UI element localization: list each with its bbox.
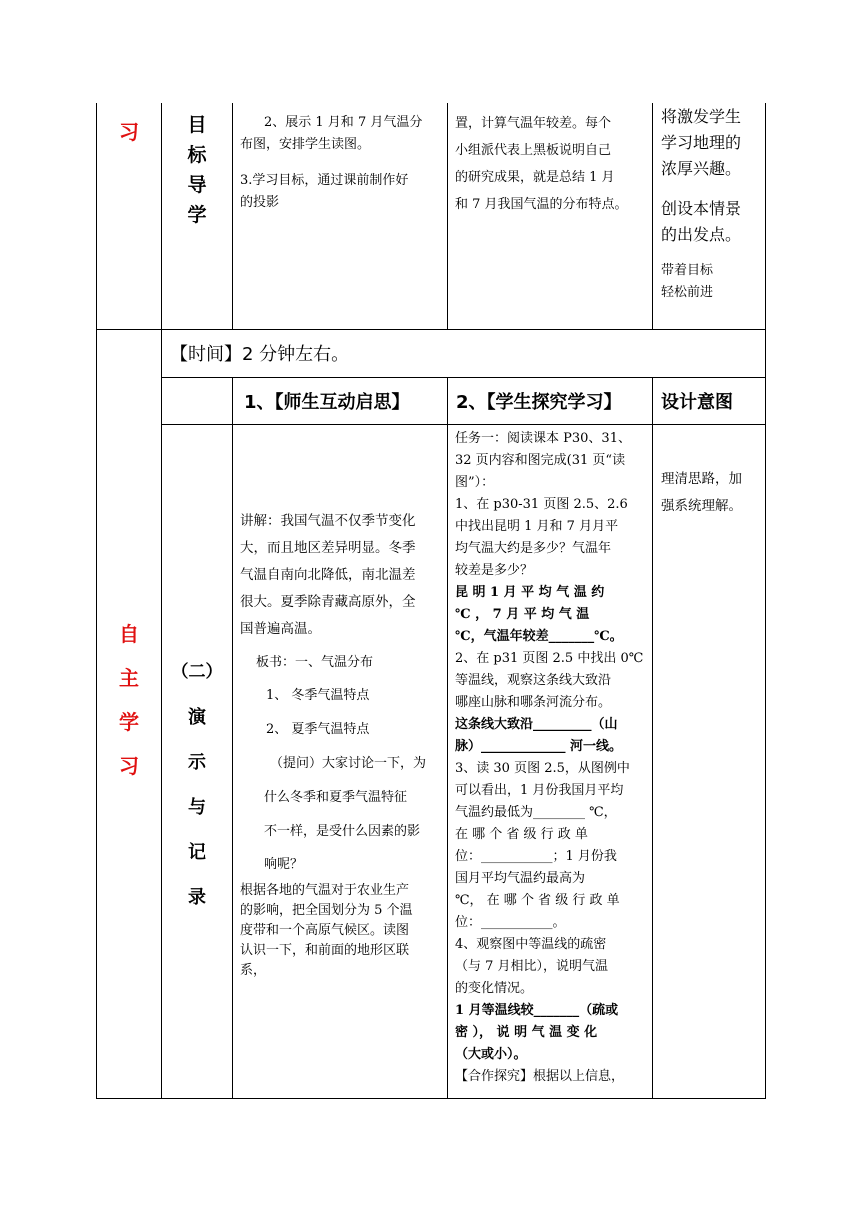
header-teacher: 1、【师生互动启思】 bbox=[244, 392, 410, 413]
table-border-col2 bbox=[232, 103, 233, 329]
text-line: 什么冬季和夏季气温特征 bbox=[264, 790, 408, 805]
text-line: 在 哪 个 省 级 行 政 单 bbox=[455, 827, 588, 842]
text-line: 国普遍高温。 bbox=[240, 621, 321, 637]
row1-side-label bbox=[97, 116, 161, 145]
text-line: 3.学习目标，通过课前制作好 bbox=[240, 173, 409, 188]
text-line: 1、 冬季气温特点 bbox=[266, 688, 370, 703]
text-line: ℃，气温年较差_______℃。 bbox=[455, 629, 623, 644]
text-line: 置，计算气温年较差。每个 bbox=[455, 116, 612, 131]
step-char: 录 bbox=[188, 887, 206, 908]
text-line: 气温约最低为________ ℃， bbox=[455, 805, 617, 820]
step-char: 目 bbox=[187, 114, 207, 136]
text-line: 1、在 p30-31 页图 2.5、2.6 bbox=[455, 497, 628, 512]
header-student: 2、【学生探究学习】 bbox=[456, 392, 622, 413]
step-char: 学 bbox=[187, 204, 207, 226]
row1-student-text bbox=[455, 110, 651, 218]
step-char: 记 bbox=[188, 842, 206, 863]
text-line: 国月平均气温约最高为 bbox=[455, 871, 586, 886]
intent-text bbox=[661, 466, 765, 520]
teacher-text bbox=[240, 508, 446, 981]
text-line: 讲解：我国气温不仅季节变化 bbox=[240, 513, 416, 529]
step-char: 演 bbox=[188, 707, 206, 728]
text-line: 大，而且地区差异明显。冬季 bbox=[240, 540, 416, 556]
text-line: 强系统理解。 bbox=[661, 498, 742, 514]
row1-step-label bbox=[162, 110, 232, 230]
table-border-col4 bbox=[652, 103, 653, 329]
table-line-row1 bbox=[96, 329, 766, 330]
table-border-col2b bbox=[232, 377, 233, 1099]
text-line: 浓厚兴趣。 bbox=[661, 159, 742, 178]
text-line: 密 ）， 说 明 气 温 变 化 bbox=[455, 1025, 598, 1040]
text-line: 根据各地的气温对于农业生产 bbox=[240, 883, 410, 898]
text-line: 32 页内容和图完成(31 页“读 bbox=[455, 453, 626, 468]
text-line: 哪座山脉和哪条河流分布。 bbox=[455, 695, 612, 710]
text-line: 的变化情况。 bbox=[455, 981, 534, 996]
text-line: 中找出昆明 1 月和 7 月月平 bbox=[455, 519, 619, 534]
table-line-header bbox=[161, 424, 766, 425]
text-line: 布图，安排学生读图。 bbox=[240, 137, 371, 152]
text-line: 轻松前进 bbox=[661, 285, 714, 300]
text-line: 【合作探究】根据以上信息， bbox=[455, 1069, 625, 1084]
text-line: 等温线，观察这条线大致沿 bbox=[455, 673, 612, 688]
table-border-col1 bbox=[161, 103, 162, 1099]
text-line: 的研究成果，就是总结 1 月 bbox=[455, 170, 615, 185]
table-border-col3b bbox=[447, 377, 448, 1099]
step-label-top: （二） bbox=[171, 662, 223, 682]
text-line: 3、读 30 页图 2.5，从图例中 bbox=[455, 761, 630, 776]
text-line: 学习地理的 bbox=[661, 133, 742, 152]
text-line: 1 月等温线较_______（疏或 bbox=[455, 1003, 619, 1018]
table-border-col4b bbox=[652, 377, 653, 1099]
text-line: 图”）： bbox=[455, 475, 495, 490]
side-char: 习 bbox=[119, 120, 139, 144]
text-line: （大或小）。 bbox=[455, 1047, 527, 1062]
text-line: 小组派代表上黑板说明自己 bbox=[455, 143, 612, 158]
step-char: 标 bbox=[187, 144, 207, 166]
text-line: （提问）大家讨论一下，为 bbox=[270, 756, 427, 771]
side-char: 自 bbox=[119, 622, 139, 646]
row1-intent-text bbox=[661, 104, 765, 304]
text-line: 任务一：阅读课本 P30、31、 bbox=[455, 431, 631, 446]
text-line: 和 7 月我国气温的分布特点。 bbox=[455, 197, 628, 212]
student-text bbox=[455, 428, 651, 1088]
text-line: ℃， 在 哪 个 省 级 行 政 单 bbox=[455, 893, 620, 908]
text-line: 度带和一个高原气候区。读图 bbox=[240, 923, 410, 938]
step-char: 导 bbox=[187, 174, 207, 196]
text-line: 的影响，把全国划分为 5 个温 bbox=[240, 903, 413, 918]
table-border-left bbox=[96, 103, 97, 1099]
text-line: 带着目标 bbox=[661, 263, 714, 278]
text-line: 均气温大约是多少？气温年 bbox=[455, 541, 612, 556]
text-line: 的出发点。 bbox=[661, 225, 742, 244]
text-line: 很大。夏季除青藏高原外，全 bbox=[240, 594, 416, 610]
text-line: 将激发学生 bbox=[661, 107, 742, 126]
text-line: 气温自南向北降低，南北温差 bbox=[240, 567, 416, 583]
section-side-label bbox=[97, 612, 161, 788]
text-line: 的投影 bbox=[240, 195, 280, 210]
text-line: 2、 夏季气温特点 bbox=[266, 722, 370, 737]
text-line: 位：___________。 bbox=[455, 915, 566, 930]
time-text: 【时间】2 分钟左右。 bbox=[170, 344, 350, 365]
text-line: 创设本情景 bbox=[661, 199, 742, 218]
step-char: 示 bbox=[188, 752, 206, 773]
header-intent: 设计意图 bbox=[661, 392, 733, 413]
row1-teacher-text bbox=[240, 112, 445, 214]
side-char: 主 bbox=[119, 666, 139, 690]
table-line-bottom bbox=[96, 1098, 766, 1099]
text-line: 昆 明 1 月 平 均 气 温 约 bbox=[455, 585, 605, 600]
step-char: 与 bbox=[188, 797, 206, 818]
text-line: 位：___________；1 月份我 bbox=[455, 849, 617, 864]
text-line: 较差是多少？ bbox=[455, 563, 534, 578]
text-line: 响呢？ bbox=[264, 857, 304, 872]
text-line: 4、观察图中等温线的疏密 bbox=[455, 937, 607, 952]
table-line-time bbox=[161, 377, 766, 378]
text-line: 可以看出，1 月份我国月平均 bbox=[455, 783, 624, 798]
text-line: ℃ ， 7 月 平 均 气 温 bbox=[455, 607, 590, 622]
text-line: 不一样，是受什么因素的影 bbox=[264, 824, 421, 839]
text-line: 系， bbox=[240, 963, 267, 978]
text-line: 这条线大致沿_________（山 bbox=[455, 717, 618, 732]
text-line: 2、展示 1 月和 7 月气温分 bbox=[264, 115, 423, 130]
table-border-col3 bbox=[447, 103, 448, 329]
table-border-right bbox=[765, 103, 766, 1099]
step-label bbox=[162, 650, 232, 920]
text-line: 脉）_____________ 河一线。 bbox=[455, 739, 623, 754]
text-line: 板书：一、气温分布 bbox=[256, 655, 374, 670]
text-line: 理清思路，加 bbox=[661, 471, 742, 487]
side-char: 学 bbox=[119, 710, 139, 734]
text-line: 认识一下，和前面的地形区联 bbox=[240, 943, 410, 958]
text-line: 2、在 p31 页图 2.5 中找出 0℃ bbox=[455, 651, 644, 666]
text-line: （与 7 月相比），说明气温 bbox=[455, 959, 609, 974]
side-char: 习 bbox=[119, 754, 139, 778]
